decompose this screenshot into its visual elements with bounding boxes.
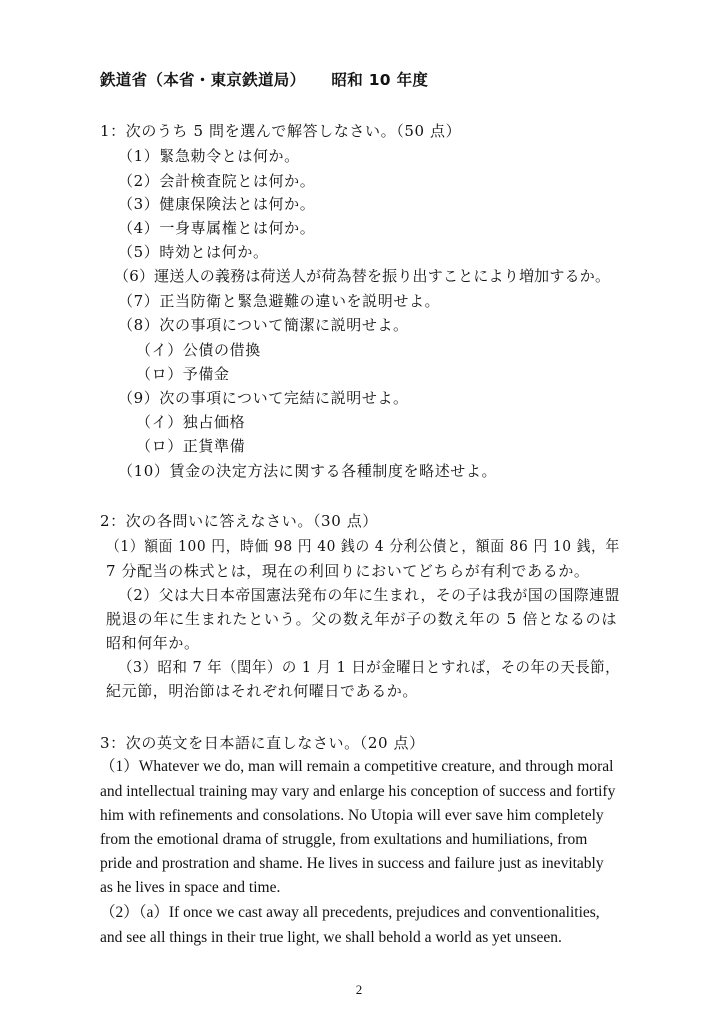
page-number: 2 — [355, 982, 363, 997]
section3-heading: 3：次の英文を日本語に直しなさい。（20 点） — [100, 734, 425, 752]
problem-line: （1）額面 100 円，時価 98 円 40 銭の 4 分利公債と，額面 86 円 10 銭，年 — [106, 537, 620, 555]
problem-line: 紀元節，明治節はそれぞれ何曜日であるか。 — [106, 682, 419, 700]
english-passage-line: （2）（a）If once we cast away all precedents, prejudices and conventionalities, — [100, 904, 600, 921]
question-item: （7）正当防衛と緊急避難の違いを説明せよ。 — [118, 292, 441, 310]
problem-line: 昭和何年か。 — [106, 634, 200, 652]
title-year: 昭和 10 年度 — [331, 71, 429, 89]
english-passage-line: pride and prostration and shame. He lives in success and failure just as inevitably — [100, 855, 604, 872]
english-passage-line: （1）Whatever we do, man will remain a competitive creature, and through moral — [100, 758, 614, 775]
question-item: （2）会計検査院とは何か。 — [118, 172, 316, 190]
english-passage-line: from the emotional drama of struggle, from exultations and humiliations, from — [100, 831, 588, 848]
question-item: （4）一身専属権とは何か。 — [118, 219, 316, 237]
problem-line: 脱退の年に生まれたという。父の数え年が子の数え年の 5 倍となるのは — [106, 610, 618, 628]
question-item: （1）緊急勅令とは何か。 — [118, 147, 300, 165]
section1-heading: 1：次のうち 5 問を選んで解答しなさい。（50 点） — [100, 122, 462, 140]
page-title — [100, 68, 428, 90]
title-ministry: 鉄道省（本省・東京鉄道局） — [100, 71, 306, 89]
question-item: （9）次の事項について完結に説明せよ。 — [118, 389, 409, 407]
question-item: （5）時効とは何か。 — [118, 243, 269, 261]
sub-item: （イ）公債の借換 — [136, 341, 261, 359]
sub-item: （イ）独占価格 — [136, 413, 246, 431]
problem-line: （2）父は大日本帝国憲法発布の年に生まれ，その子は我が国の国際連盟 — [118, 586, 620, 604]
sub-item: （ロ）予備金 — [136, 365, 230, 383]
english-passage-line: as he lives in space and time. — [100, 879, 281, 896]
question-item: （6）運送人の義務は荷送人が荷為替を振り出すことにより増加するか。 — [114, 267, 611, 285]
problem-line: （3）昭和 7 年（閏年）の 1 月 1 日が金曜日とすれば，その年の天長節， — [118, 658, 621, 676]
sub-item: （ロ）正貨準備 — [136, 437, 246, 455]
question-item: （10）賃金の決定方法に関する各種制度を略述せよ。 — [118, 462, 498, 480]
problem-line: 7 分配当の株式とは，現在の利回りにおいてどちらが有利であるか。 — [106, 562, 590, 580]
english-passage-line: him with refinements and consolations. No Utopia will ever save him completely — [100, 807, 604, 824]
question-item: （3）健康保険法とは何か。 — [118, 195, 316, 213]
english-passage-line: and intellectual training may vary and enlarge his conception of success and fortify — [100, 783, 616, 800]
question-item: （8）次の事項について簡潔に説明せよ。 — [118, 316, 409, 334]
english-passage-line: and see all things in their true light, we shall behold a world as yet unseen. — [100, 929, 562, 946]
section2-heading: 2：次の各問いに答えなさい。（30 点） — [100, 512, 378, 530]
